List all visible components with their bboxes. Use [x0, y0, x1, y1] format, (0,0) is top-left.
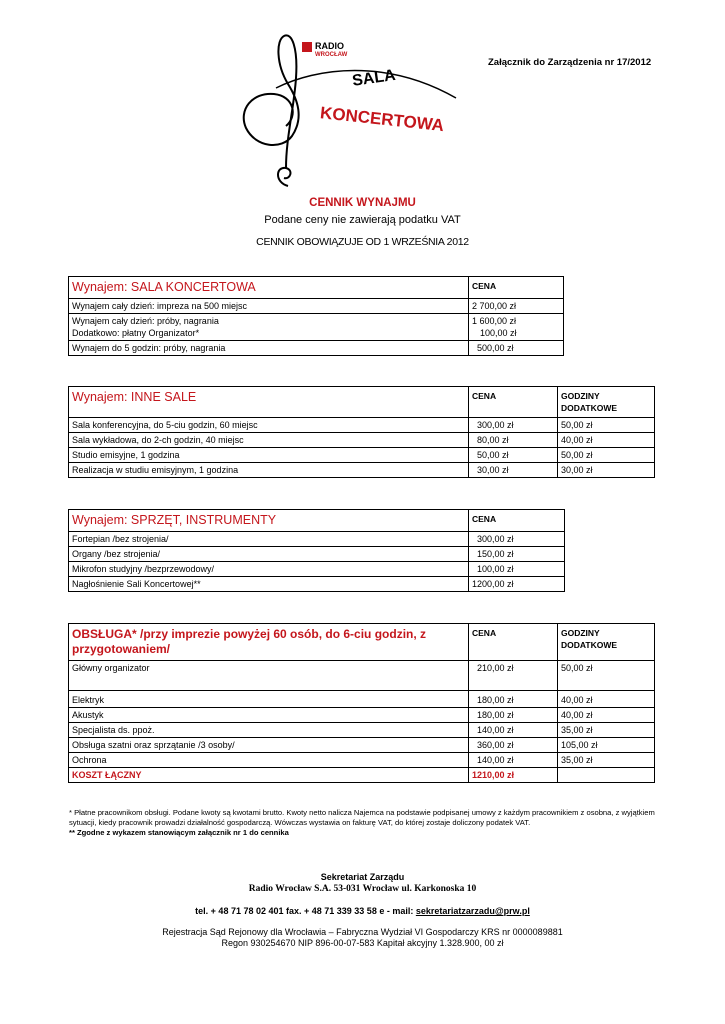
table-row: [69, 341, 564, 356]
table-title: OBSŁUGA* /przy imprezie powyżej 60 osób, do 6-ciu godzin, z przygotowaniem/: [69, 624, 469, 661]
row-label: Mikrofon studyjny /bezprzewodowy/: [69, 562, 469, 577]
row-label: Ochrona: [69, 753, 469, 768]
column-header-price: CENA: [469, 510, 565, 532]
radio-logo-mark: [302, 42, 312, 52]
row-extra: 105,00 zł: [558, 738, 655, 753]
row-label: Realizacja w studiu emisyjnym, 1 godzina: [69, 463, 469, 478]
wroclaw-logo-text: WROCŁAW: [315, 52, 348, 58]
registry-info: [0, 927, 725, 949]
document-title: CENNIK WYNAJMU: [309, 197, 416, 209]
radio-logo-text: RADIO: [315, 41, 344, 51]
treble-clef-icon: [244, 35, 299, 186]
row-price: 180,00 zł: [469, 708, 558, 723]
row-label: Nagłośnienie Sali Koncertowej**: [69, 577, 469, 592]
registry-court: Rejestracja Sąd Rejonowy dla Wrocławia – Fabryczna Wydział VI Gospodarczy KRS nr 0000089881: [162, 927, 563, 937]
row-label: Wynajem cały dzień: próby, nagrania: [72, 316, 219, 326]
row-price: 300,00 zł: [469, 532, 565, 547]
registry-ids: Regon 930254670 NIP 896-00-07-583 Kapitał akcyjny 1.328.900, 00 zł: [221, 938, 504, 948]
row-label: Elektryk: [69, 691, 469, 708]
contact-line: [0, 906, 725, 916]
total-label: KOSZT ŁĄCZNY: [69, 768, 469, 783]
table-row: [69, 708, 655, 723]
table-row: [69, 723, 655, 738]
row-extra: 40,00 zł: [558, 708, 655, 723]
row-price: 140,00 zł: [469, 753, 558, 768]
row-label: Wynajem cały dzień: impreza na 500 miejsc: [69, 299, 469, 314]
total-value: 1210,00 zł: [469, 768, 558, 783]
row-extra: 50,00 zł: [558, 418, 655, 433]
row-label: Studio emisyjne, 1 godzina: [69, 448, 469, 463]
row-label: Fortepian /bez strojenia/: [69, 532, 469, 547]
secretariat-label: Sekretariat Zarządu: [320, 872, 405, 882]
table-other-rooms: [68, 386, 655, 478]
table-row: [69, 448, 655, 463]
row-price: 140,00 zł: [469, 723, 558, 738]
table-equipment: [68, 509, 565, 592]
row-price: 1200,00 zł: [469, 577, 565, 592]
table-row: [69, 463, 655, 478]
row-price: 500,00 zł: [469, 341, 564, 356]
column-header-extra-hours: GODZINY DODATKOWE: [558, 387, 655, 418]
row-label: Akustyk: [69, 708, 469, 723]
row-extra: 40,00 zł: [558, 433, 655, 448]
row-price: 100,00 zł: [469, 562, 565, 577]
row-extra: 35,00 zł: [558, 723, 655, 738]
annex-note: Załącznik do Zarządzenia nr 17/2012: [488, 57, 652, 68]
table-row: [69, 661, 655, 691]
sala-koncertowa-logo: [236, 28, 466, 190]
row-extra: 30,00 zł: [558, 463, 655, 478]
table-row: [69, 577, 565, 592]
vat-note: Podane ceny nie zawierają podatku VAT: [264, 214, 461, 226]
column-header-extra-hours: GODZINY DODATKOWE: [558, 624, 655, 661]
column-header-price: CENA: [469, 277, 564, 299]
table-title: Wynajem: SPRZĘT, INSTRUMENTY: [69, 510, 469, 532]
row-price: 1 600,00 zł: [472, 316, 517, 326]
row-label: Sala konferencyjna, do 5-ciu godzin, 60 miejsc: [69, 418, 469, 433]
row-extra: 40,00 zł: [558, 691, 655, 708]
contact-phone-fax: tel. + 48 71 78 02 401 fax. + 48 71 339 33 58 e - mail:: [195, 906, 416, 916]
table-concert-hall: [68, 276, 564, 356]
row-label-extra: Dodatkowo: płatny Organizator*: [72, 328, 200, 338]
company-address: Radio Wrocław S.A. 53-031 Wrocław ul. Karkonoska 10: [248, 884, 477, 894]
footnote-sound: ** Zgodne z wykazem stanowiącym załącznik nr 1 do cennika: [69, 828, 289, 837]
row-extra: 50,00 zł: [558, 448, 655, 463]
row-price: 300,00 zł: [469, 418, 558, 433]
logo-word-sala: SALA: [351, 66, 397, 90]
total-row: [69, 768, 655, 783]
table-row: [69, 314, 564, 341]
row-label: Obsługa szatni oraz sprzątanie /3 osoby/: [69, 738, 469, 753]
row-extra: 50,00 zł: [558, 661, 655, 691]
row-extra: 35,00 zł: [558, 753, 655, 768]
table-row: [69, 433, 655, 448]
footnotes: [69, 808, 659, 838]
row-price: 2 700,00 zł: [469, 299, 564, 314]
row-label: Organy /bez strojenia/: [69, 547, 469, 562]
table-row: [69, 738, 655, 753]
row-price: 150,00 zł: [469, 547, 565, 562]
row-label: Wynajem do 5 godzin: próby, nagrania: [69, 341, 469, 356]
column-header-price: CENA: [469, 387, 558, 418]
validity-note: CENNIK OBOWIĄZUJE OD 1 WRZEŚNIA 2012: [256, 236, 469, 248]
row-price: 50,00 zł: [469, 448, 558, 463]
row-label: Specjalista ds. ppoż.: [69, 723, 469, 738]
row-price: 80,00 zł: [469, 433, 558, 448]
row-price-extra: 100,00 zł: [480, 328, 517, 338]
table-row: [69, 418, 655, 433]
table-row: [69, 753, 655, 768]
total-extra-empty: [558, 768, 655, 783]
row-label: Sala wykładowa, do 2-ch godzin, 40 miejsc: [69, 433, 469, 448]
table-row: [69, 532, 565, 547]
table-row: [69, 562, 565, 577]
table-row: [69, 691, 655, 708]
table-row: [69, 299, 564, 314]
table-staff-service: [68, 623, 655, 783]
row-price: 210,00 zł: [469, 661, 558, 691]
row-price: 30,00 zł: [469, 463, 558, 478]
logo-word-koncertowa: KONCERTOWA: [319, 103, 445, 136]
table-title: Wynajem: INNE SALE: [69, 387, 469, 418]
footnote-staff: * Płatne pracownikom obsługi. Podane kwoty są kwotami brutto. Kwoty netto nalicza Najemca na podstawie podpisanej umowy z każdym pracownikiem z osobna, z wyjątkiem sytuacji, kiedy pracownik prowadzi działalność gospodarczą. Wówczas wystawia on fakturę VAT, do której zostaje doliczony podatek VAT.: [69, 808, 655, 827]
email-link[interactable]: sekretariatzarzadu@prw.pl: [415, 906, 530, 916]
table-row: [69, 547, 565, 562]
column-header-price: CENA: [469, 624, 558, 661]
row-label: Główny organizator: [69, 661, 469, 691]
row-price: 360,00 zł: [469, 738, 558, 753]
row-price: 180,00 zł: [469, 691, 558, 708]
table-title: Wynajem: SALA KONCERTOWA: [69, 277, 469, 299]
